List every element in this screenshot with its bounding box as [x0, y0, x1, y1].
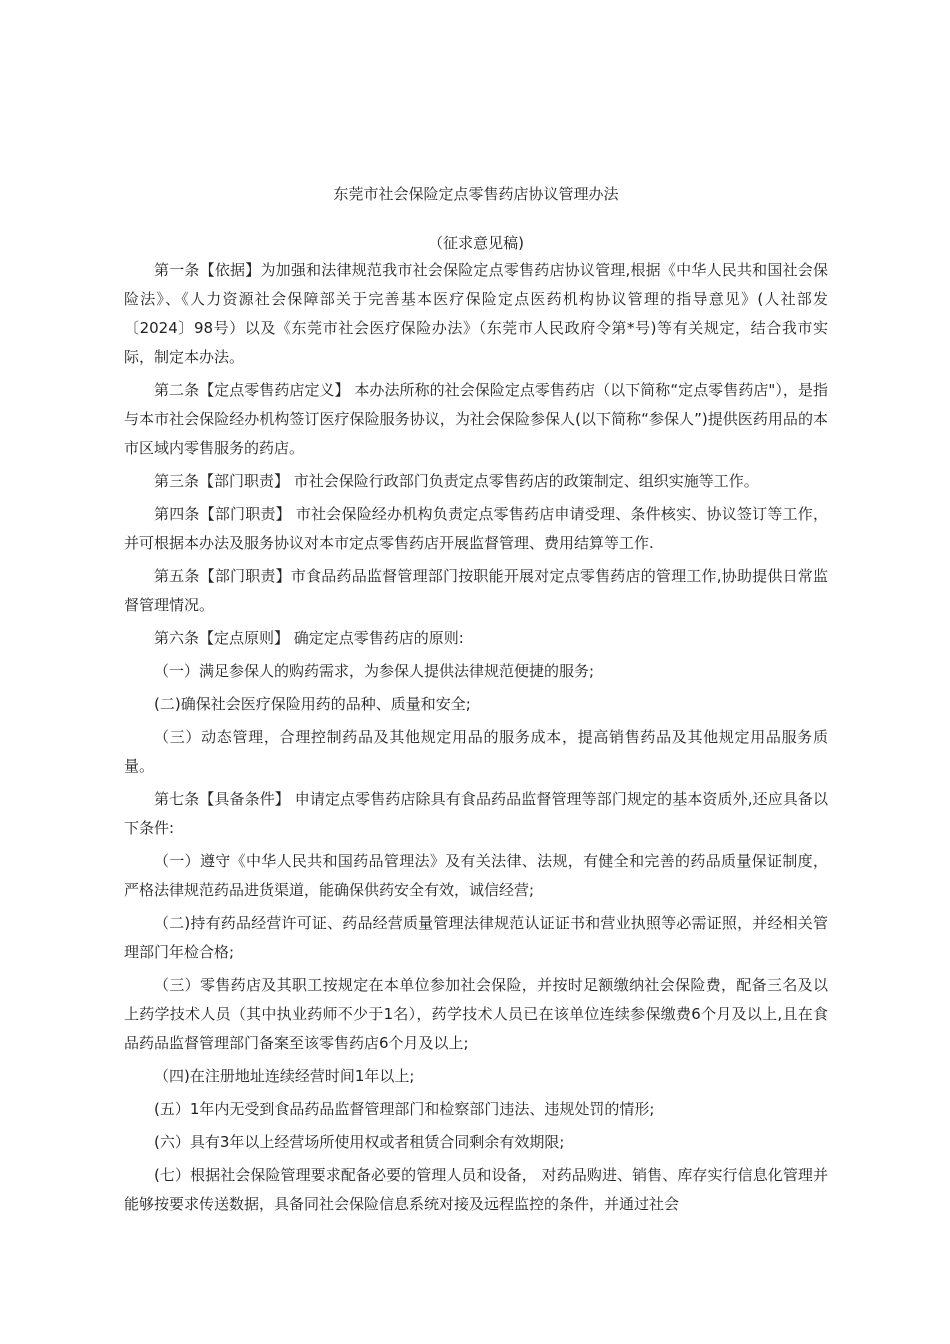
paragraph-article-7-item-6: (六）具有3年以上经营场所使用权或者租赁合同剩余有效期限; [154, 1133, 565, 1151]
paragraph-article-3: 第三条【部门职责】 市社会保险行政部门负责定点零售药店的政策制定、组织实施等工作。 [154, 472, 759, 490]
paragraph-article-6: 第六条【定点原则】 确定定点零售药店的原则: [154, 629, 464, 647]
paragraph-article-7-item-1: （一）遵守《中华人民共和国药品管理法》及有关法律、法规，有健全和完善的药品质量保证制度，严格法律规范药品进货渠道，能确保供药安全有效，诚信经营; [124, 852, 828, 899]
document-body [124, 256, 828, 1223]
paragraph-article-6-item-3: （三）动态管理，合理控制药品及其他规定用品的服务成本，提高销售药品及其他规定用品服务质量。 [124, 728, 828, 775]
paragraph-article-6-item-1: （一）满足参保人的购药需求，为参保人提供法律规范便捷的服务; [154, 662, 595, 680]
paragraph-article-5: 第五条【部门职责】市食品药品监督管理部门按职能开展对定点零售药店的管理工作,协助提供日常监督管理情况。 [124, 567, 828, 614]
paragraph-article-2: 第二条【定点零售药店定义】 本办法所称的社会保险定点零售药店（以下简称“定点零售药店"），是指与本市社会保险经办机构签订医疗保险服务协议，为社会保险参保人(以下简称“参保人”)提供医药用品的本市区域内零售服务的药店。 [124, 381, 828, 457]
paragraph-article-4: 第四条【部门职责】 市社会保险经办机构负责定点零售药店申请受理、条件核实、协议签订等工作，并可根据本办法及服务协议对本市定点零售药店开展监督管理、费用结算等工作. [124, 505, 828, 552]
paragraph-article-7-item-3: （三）零售药店及其职工按规定在本单位参加社会保险，并按时足额缴纳社会保险费，配备三名及以上药学技术人员（其中执业药师不少于1名），药学技术人员已在该单位连续参保缴费6个月及以上,且在食品药品监督管理部门备案至该零售药店6个月及以上; [124, 976, 828, 1052]
document-title: 东莞市社会保险定点零售药店协议管理办法 [333, 185, 619, 203]
document-subtitle: （征求意见稿) [428, 234, 524, 252]
paragraph-article-7-item-5: (五）1年内无受到食品药品监督管理部门和检察部门违法、违规处罚的情形; [154, 1100, 655, 1118]
paragraph-article-7: 第七条【具备条件】 申请定点零售药店除具有食品药品监督管理等部门规定的基本资质外,还应具备以下条件: [124, 790, 828, 837]
paragraph-article-7-item-7: (七）根据社会保险管理要求配备必要的管理人员和设备， 对药品购进、销售、库存实行信息化管理并能够按要求传送数据，具备同社会保险信息系统对接及远程监控的条件，并通过社会 [124, 1166, 828, 1213]
paragraph-article-1: 第一条【依据】为加强和法律规范我市社会保险定点零售药店协议管理,根据《中华人民共和国社会保险法》、《人力资源社会保障部关于完善基本医疗保险定点医药机构协议管理的指导意见》(人社部发〔2024〕98号）以及《东莞市社会医疗保险办法》（东莞市人民政府令第*号)等有关规定，结合我市实际，制定本办法。 [124, 261, 828, 366]
paragraph-article-7-item-4: （四)在注册地址连续经营时间1年以上; [154, 1067, 415, 1085]
paragraph-article-7-item-2: （二)持有药品经营许可证、药品经营质量管理法律规范认证证书和营业执照等必需证照，并经相关管理部门年检合格; [124, 914, 828, 961]
paragraph-article-6-item-2: (二)确保社会医疗保险用药的品种、质量和安全; [154, 695, 471, 713]
